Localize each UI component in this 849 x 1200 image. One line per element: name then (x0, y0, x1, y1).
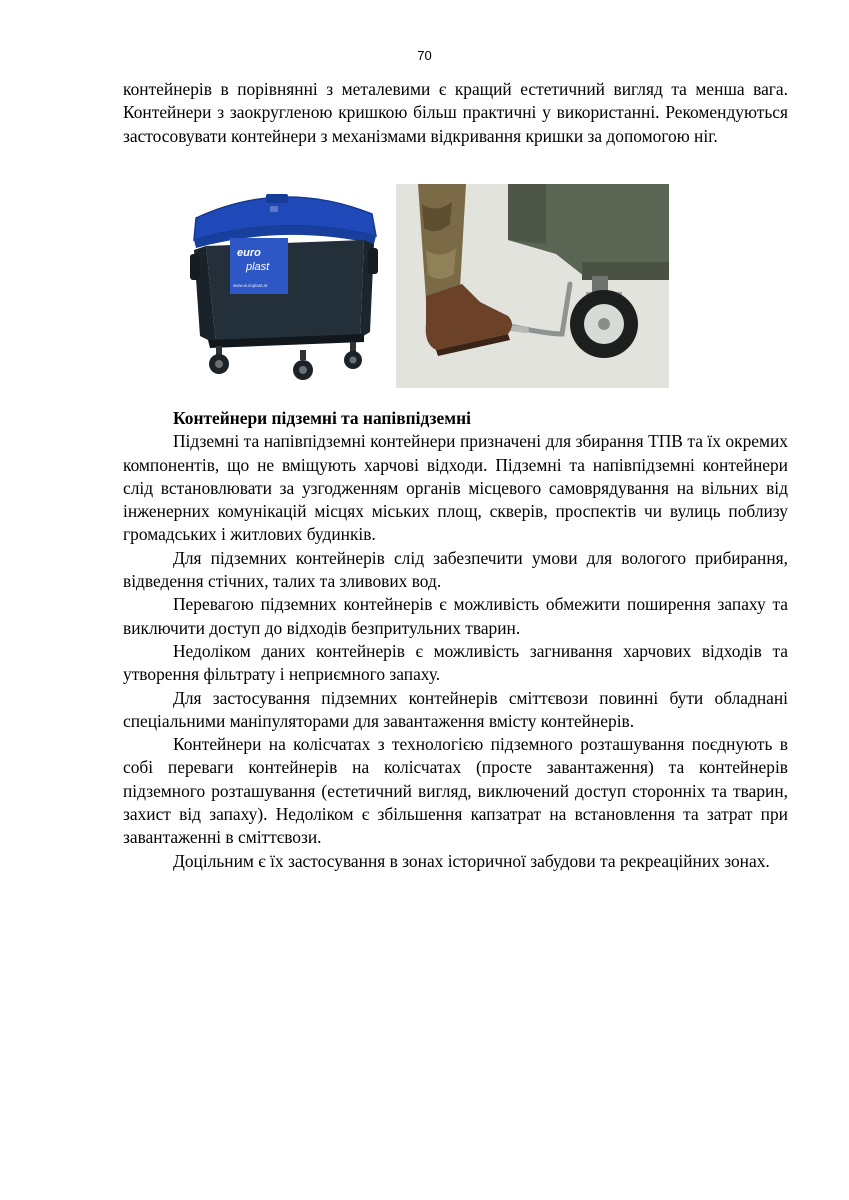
section-paragraph: Для підземних контейнерів слід забезпечити умови для вологого прибирання, відведення стічних, талих та зливових вод. (123, 547, 788, 592)
intro-paragraph-block (123, 78, 788, 148)
intro-paragraph: контейнерів в порівнянні з металевими є кращий естетичний вигляд та менша вага. Контейнери з заокругленою кришкою більш практичні у використанні. Рекомендуються застосовувати контейнери з механізмами відкривання кришки за допомогою ніг. (123, 79, 788, 146)
container-photo (188, 184, 380, 388)
section-paragraph: Перевагою підземних контейнерів є можливість обмежити поширення запаху та виключити доступ до відходів безпритульних тварин. (123, 594, 788, 638)
wheeled-container-illustration (188, 184, 380, 388)
foot-pedal-illustration (396, 184, 669, 388)
bin-logo-plast: plast (246, 261, 270, 273)
section-paragraph: Доцільним є їх застосування в зонах історичної забудови та рекреаційних зонах. (173, 850, 770, 871)
section-heading: Контейнери підземні та напівпідземні (173, 408, 471, 428)
section-paragraph: Для застосування підземних контейнерів сміттєвози повинні бути обладнані спеціальними маніпуляторами для завантаження вмісту контейнерів. (123, 687, 788, 731)
section-paragraph: Контейнери на колісчатах з технологією підземного розташування поєднують в собі переваги контейнерів на колісчатах (просте завантаження) та контейнерів підземного розташування (естетичний вигляд, виключений доступ сторонніх та тварин, захист від запаху). Недоліком є збільшення капзатрат на встановлення та затрат при завантаженні в сміттєвози. (123, 734, 788, 848)
bin-logo-url: www.europlast.at (233, 283, 268, 288)
underground-containers-section (123, 407, 788, 873)
foot-pedal-photo (396, 184, 669, 388)
bin-logo-euro: euro (237, 247, 261, 259)
page-number: 70 (417, 48, 432, 63)
section-paragraph: Недоліком даних контейнерів є можливість загнивання харчових відходів та утворення фільтрату і неприємного запаху. (123, 640, 788, 685)
section-paragraph: Підземні та напівпідземні контейнери призначені для збирання ТПВ та їх окремих компонентів, що не вміщують харчові відходи. Підземні та напівпідземні контейнери слід встановлювати за узгодженням органів місцевого самоврядування на вільних від інженерних комунікацій місцях міських площ, скверів, проспектів чи вулиць поблизу громадських і житлових будинків. (123, 431, 788, 545)
